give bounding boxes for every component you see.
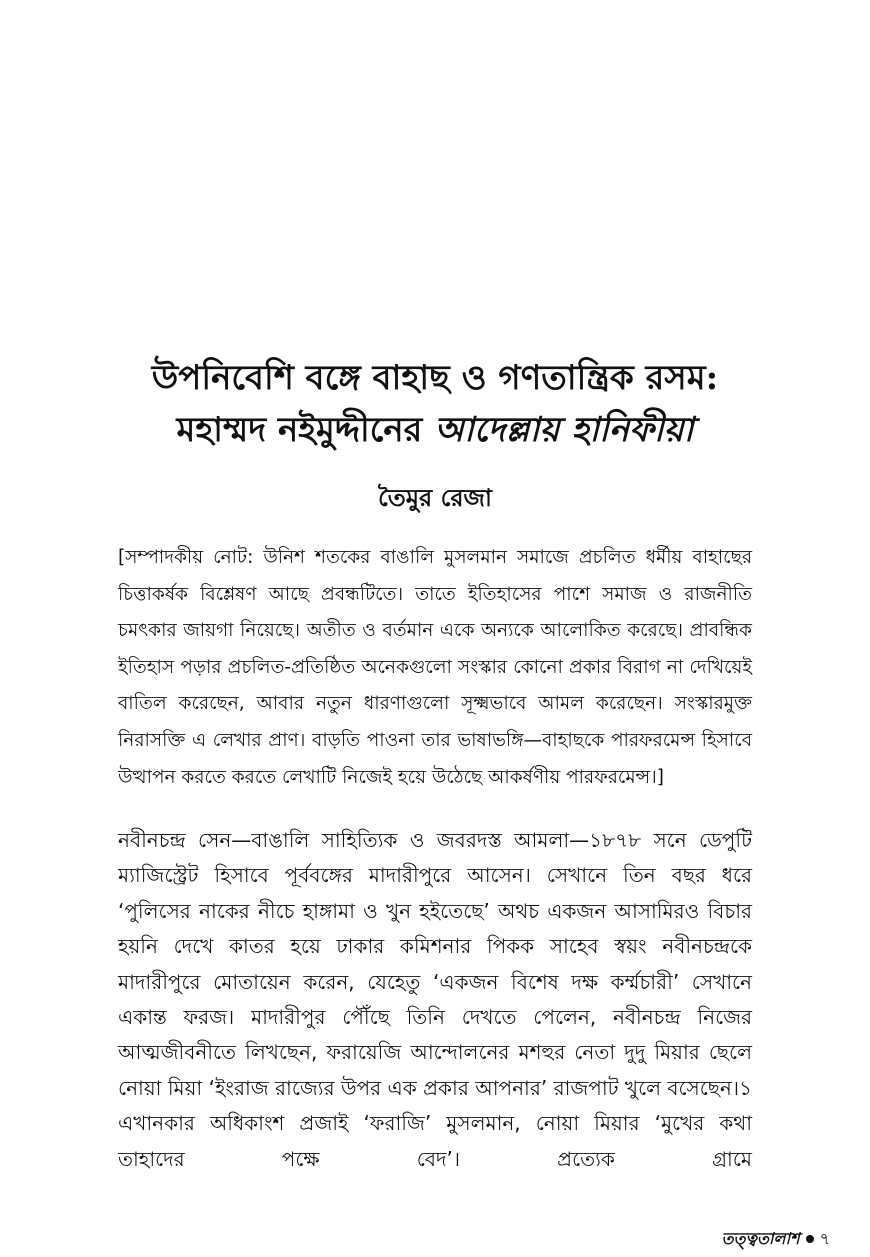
title-line-1: উপনিবেশি বঙ্গে বাহাছ ও গণতান্ত্রিক রসম: bbox=[151, 358, 719, 398]
title-line-2-plain: মহাম্মদ নইমুদ্দীনের bbox=[176, 410, 435, 450]
body-paragraph: নবীনচন্দ্র সেন—বাঙালি সাহিত্যিক ও জবরদস্ত আমলা—১৮৭৮ সনে ডেপুটি ম্যাজিস্ট্রেট হিসাবে পূর্ববঙ্গের মাদারীপুরে আসেন। সেখানে তিন বছর ধরে ‘পুলিসের নাকের নীচে হাঙ্গামা ও খুন হইতেছে’ অথচ একজন আসামিরও বিচার হয়নি দেখে কাতর হয়ে ঢাকার কমিশনার পিকক সাহেব স্বয়ং নবীনচন্দ্রকে মাদারীপুরে মোতায়েন করেন, যেহেতু ‘একজন বিশেষ দক্ষ কর্ম্মচারী’ সেখানে একান্ত ফরজ। মাদারীপুর পৌঁছে তিনি দেখতে পেলেন, নবীনচন্দ্র নিজের আত্মজীবনীতে লিখছেন, ফরায়েজি আন্দোলনের মশহুর নেতা দুদু মিয়ার ছেলে নোয়া মিয়া ‘ইংরাজ রাজ্যের উপর এক প্রকার আপনার’ রাজপাট খুলে বসেছেন।১ এখানকার অধিকাংশ প্রজাই ‘ফরাজি’ মুসলমান, নোয়া মিয়ার ‘মুখের কথা তাহাদের পক্ষে বেদ’। প্রত্যেক গ্রামে bbox=[118, 828, 752, 1171]
journal-name: তত্ত্বতালাশ bbox=[721, 1229, 800, 1248]
page-number: ৭ bbox=[819, 1229, 830, 1248]
article-title bbox=[0, 352, 870, 456]
author-name: তৈমুর রেজা bbox=[378, 483, 492, 512]
editorial-note: [সম্পাদকীয় নোট: উনিশ শতকের বাঙালি মুসলমান সমাজে প্রচলিত ধর্মীয় বাহাছের চিত্তাকর্ষক বিশ্লেষণ আছে প্রবন্ধটিতে। তাতে ইতিহাসের পাশে সমাজ ও রাজনীতি চমৎকার জায়গা নিয়েছে। অতীত ও বর্তমান একে অন্যকে আলোকিত করেছে। প্রাবন্ধিক ইতিহাস পড়ার প্রচলিত-প্রতিষ্ঠিত অনেকগুলো সংস্কার কোনো প্রকার বিরাগ না দেখিয়েই বাতিল করেছেন, আবার নতুন ধারণাগুলো সূক্ষ্মভাবে আমল করেছেন। সংস্কারমুক্ত নিরাসক্তি এ লেখার প্রাণ। বাড়তি পাওনা তার ভাষাভঙ্গি—বাহাছকে পারফরমেন্স হিসাবে উত্থাপন করতে করতে লেখাটি নিজেই হয়ে উঠেছে আকর্ষণীয় পারফরমেন্স।] bbox=[118, 547, 752, 788]
bullet-separator bbox=[806, 1235, 814, 1243]
title-line-2 bbox=[0, 404, 870, 456]
page-footer bbox=[722, 1228, 830, 1250]
title-line-2-italic: আদেল্লায় হানিফীয়া bbox=[434, 410, 694, 450]
